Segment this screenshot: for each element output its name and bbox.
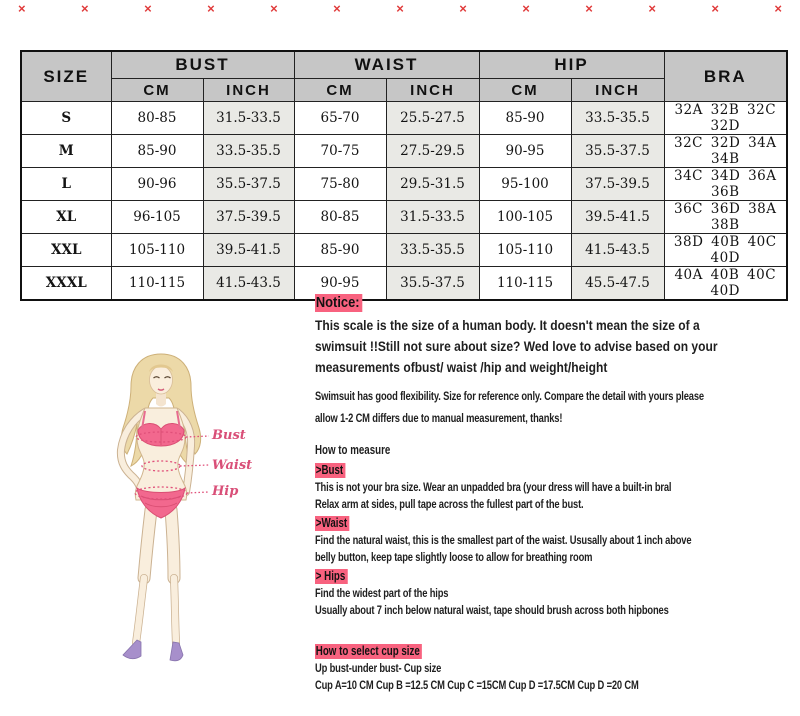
table-row: [21, 168, 787, 201]
col-header-bust-cm: CM: [111, 79, 203, 102]
waist-inch-cell: 25.5-27.5: [386, 102, 479, 135]
highlighted-text: How to select cup size: [315, 644, 422, 659]
bust-inch-cell: 35.5-37.5: [203, 168, 294, 201]
bra-cell: 40A 40B 40C 40D: [664, 267, 787, 301]
highlighted-text: >Bust: [315, 463, 345, 478]
bra-cell: 32C 32D 34A 34B: [664, 135, 787, 168]
text-line: belly button, keep tape slightly loose to allow for breathing room: [315, 550, 593, 564]
bra-cell: 38D 40B 40C 40D: [664, 234, 787, 267]
bust-cm-cell: 80-85: [111, 102, 203, 135]
text-line: Find the widest part of the hips: [315, 586, 449, 600]
waist-cm-cell: 80-85: [294, 201, 386, 234]
bust-inch-cell: 39.5-41.5: [203, 234, 294, 267]
section-heading: How to measure: [315, 443, 391, 457]
col-header-hip: HIP: [479, 51, 664, 79]
text-line: [315, 378, 795, 386]
text-line: Find the natural waist, this is the smallest part of the waist. Ususally about 1 inch above: [315, 533, 692, 547]
section-heading: [315, 293, 728, 313]
bra-cell: 34C 34D 36A 36B: [664, 168, 787, 201]
col-header-hip-cm: CM: [479, 79, 571, 102]
watermark-icon: ×: [18, 1, 26, 16]
bra-cell: 36C 36D 38A 38B: [664, 201, 787, 234]
hip-cm-cell: 90-95: [479, 135, 571, 168]
size-cell: S: [21, 102, 111, 135]
bust-inch-cell: 37.5-39.5: [203, 201, 294, 234]
section-heading: [315, 568, 689, 585]
bust-inch-cell: 31.5-33.5: [203, 102, 294, 135]
bust-cm-cell: 110-115: [111, 267, 203, 301]
waist-cm-cell: 75-80: [294, 168, 386, 201]
watermark-icon: ×: [711, 1, 719, 16]
col-header-bust: BUST: [111, 51, 294, 79]
waist-cm-cell: 85-90: [294, 234, 386, 267]
text-line: [315, 429, 795, 441]
size-cell: L: [21, 168, 111, 201]
text-line: allow 1-2 CM differs due to manual measurement, thanks!: [315, 410, 563, 425]
watermark-icon: ×: [270, 1, 278, 16]
hip-cm-cell: 85-90: [479, 102, 571, 135]
bust-cm-cell: 96-105: [111, 201, 203, 234]
hip-inch-cell: 45.5-47.5: [571, 267, 664, 301]
hip-cm-cell: 100-105: [479, 201, 571, 234]
watermark-icon: ×: [522, 1, 530, 16]
col-header-bust-inch: INCH: [203, 79, 294, 102]
table-row: [21, 135, 787, 168]
size-cell: XL: [21, 201, 111, 234]
waist-inch-cell: 33.5-35.5: [386, 234, 479, 267]
text-line: Relax arm at sides, pull tape across the fullest part of the bust.: [315, 497, 584, 511]
size-table-body: [21, 102, 787, 301]
bust-inch-cell: 33.5-35.5: [203, 135, 294, 168]
waist-cm-cell: 70-75: [294, 135, 386, 168]
text-line: measurements ofbust/ waist /hip and weight/height: [315, 359, 608, 375]
text-line: [315, 619, 795, 641]
waist-cm-cell: 90-95: [294, 267, 386, 301]
hip-inch-cell: 33.5-35.5: [571, 102, 664, 135]
text-line: Cup A=10 CM Cup B =12.5 CM Cup C =15CM Cup D =17.5CM Cup D =20 CM: [315, 678, 639, 692]
text-line: Usually about 7 inch below natural waist, tape should brush across both hipbones: [315, 603, 669, 617]
waist-inch-cell: 27.5-29.5: [386, 135, 479, 168]
watermark-icon: ×: [81, 1, 89, 16]
waist-inch-cell: 29.5-31.5: [386, 168, 479, 201]
text-line: Swimsuit has good flexibility. Size for reference only. Compare the detail with yours please: [315, 389, 704, 403]
bust-inch-cell: 41.5-43.5: [203, 267, 294, 301]
watermark-icon: ×: [207, 1, 215, 16]
hip-cm-cell: 105-110: [479, 234, 571, 267]
col-header-size: SIZE: [21, 51, 111, 102]
hip-inch-cell: 35.5-37.5: [571, 135, 664, 168]
hip-inch-cell: 39.5-41.5: [571, 201, 664, 234]
text-line: swimsuit !!Still not sure about size? Wed love to advise based on your: [315, 338, 718, 354]
size-cell: M: [21, 135, 111, 168]
figure-illustration: [85, 350, 255, 670]
measurement-label-hip: Hip: [212, 484, 239, 499]
section-heading: [315, 643, 689, 660]
watermark-row: [18, 2, 782, 16]
table-row: [21, 234, 787, 267]
bra-cell: 32A 32B 32C 32D: [664, 102, 787, 135]
text-line: Up bust-under bust- Cup size: [315, 661, 442, 675]
hip-inch-cell: 41.5-43.5: [571, 234, 664, 267]
size-table-header: [21, 51, 787, 102]
watermark-icon: ×: [648, 1, 656, 16]
col-header-waist-inch: INCH: [386, 79, 479, 102]
measurement-label-waist: Waist: [212, 458, 253, 473]
hip-inch-cell: 37.5-39.5: [571, 168, 664, 201]
col-header-bra: BRA: [664, 51, 787, 102]
woman-sketch-icon: [85, 350, 255, 670]
size-cell: XXL: [21, 234, 111, 267]
text-line: This is not your bra size. Wear an unpadded bra (your dress will have a built-in bral: [315, 480, 672, 494]
watermark-icon: ×: [585, 1, 593, 16]
col-header-hip-inch: INCH: [571, 79, 664, 102]
col-header-waist: WAIST: [294, 51, 479, 79]
table-row: [21, 102, 787, 135]
highlighted-text: >Waist: [315, 516, 349, 531]
waist-inch-cell: 31.5-33.5: [386, 201, 479, 234]
bust-cm-cell: 90-96: [111, 168, 203, 201]
hip-cm-cell: 110-115: [479, 267, 571, 301]
highlighted-text: > Hips: [315, 569, 348, 584]
bust-cm-cell: 85-90: [111, 135, 203, 168]
col-header-waist-cm: CM: [294, 79, 386, 102]
text-line: This scale is the size of a human body. It doesn't mean the size of a: [315, 317, 700, 333]
table-row: [21, 201, 787, 234]
highlighted-text: Notice:: [315, 294, 362, 312]
section-heading: [315, 462, 689, 479]
waist-cm-cell: 65-70: [294, 102, 386, 135]
watermark-icon: ×: [396, 1, 404, 16]
watermark-icon: ×: [144, 1, 152, 16]
watermark-icon: ×: [774, 1, 782, 16]
size-cell: XXXL: [21, 267, 111, 301]
hip-cm-cell: 95-100: [479, 168, 571, 201]
instructions: [315, 293, 795, 694]
waist-inch-cell: 35.5-37.5: [386, 267, 479, 301]
measurement-label-bust: Bust: [212, 428, 246, 443]
size-chart-table: [20, 50, 788, 301]
bust-cm-cell: 105-110: [111, 234, 203, 267]
watermark-icon: ×: [333, 1, 341, 16]
watermark-icon: ×: [459, 1, 467, 16]
section-heading: [315, 515, 689, 532]
